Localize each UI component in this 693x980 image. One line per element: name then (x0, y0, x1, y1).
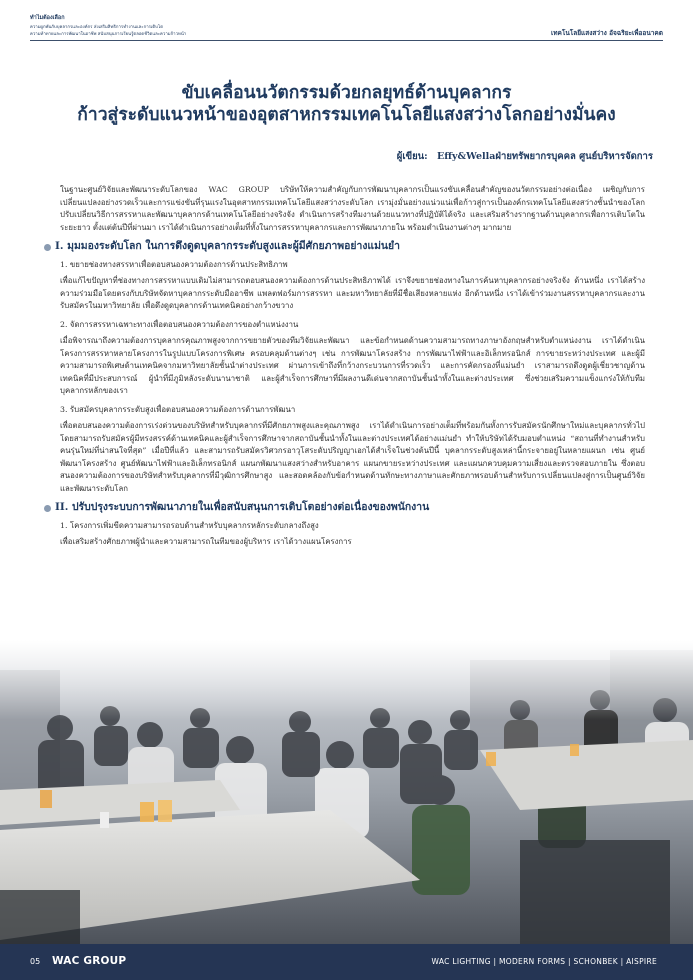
author-line (397, 149, 653, 164)
footer-brands: WAC LIGHTING | MODERN FORMS | SCHONBEK | AISPIRE (431, 957, 657, 966)
section-heading-2 (55, 501, 645, 514)
section-heading-1 (55, 240, 645, 253)
article-title (40, 82, 653, 126)
body-paragraph: เมื่อพิจารณาถึงความต้องการบุคลากรคุณภาพสูงจากการขยายตัวของทีมวิจัยและพัฒนา และข้อกำหนดด้านความสามารถทางภาษาอังกฤษสำหรับตำแหน่งงาน เราได้ดำเนินโครงการสรรหาหลายโครงการในรูปแบบโครงการพิเศษ ครอบคลุมด้านต่างๆ เช่น การพัฒนาโครงสร้าง การพัฒนาไฟฟ้าและอิเล็กทรอนิกส์ การขายระหว่างประเทศ และผู้มีความสามารถพิเศษด้านเทคนิคจากมหาวิทยาลัยชั้นนำต่างประเทศ ผ่านการเข้าถึงที่กว้างกระบวนการที่รวดเร็ว และการคัดกรองที่แม่นยำ เราสามารถดึงดูดผู้เชี่ยวชาญด้านเทคนิคที่มีประสบการณ์ ผู้นำที่มีภูมิหลังระดับนานาชาติ และผู้สำเร็จการศึกษาที่มีผลงานดีเด่นจากสถาบันชั้นนำทั้งในและต่างประเทศ ซึ่งช่วยเสริมความแข็งแกร่งให้กับทีมบุคลากรหลักของเรา (60, 336, 645, 395)
footer-bar (0, 944, 693, 980)
header-left-title: ทำไมต้องเลือก (30, 15, 65, 21)
section-heading-2-text: II. ปรับปรุงระบบการพัฒนาภายในเพื่อสนับสนุนการเติบโตอย่างต่อเนื่องของพนักงาน (55, 501, 430, 513)
author-label: ผู้เขียน: (396, 151, 428, 162)
header-right-title: เทคโนโลยีแสงสว่าง อัจฉริยะเพื่ออนาคต (550, 29, 663, 37)
article-title-line-2: ก้าวสู่ระดับแนวหน้าของอุตสาหกรรมเทคโนโลยีแสงสว่างโลกอย่างมั่นคง (77, 105, 616, 125)
body-paragraph: เพื่อเสริมสร้างศักยภาพผู้นำและความสามารถในทีมของผู้บริหาร เราได้วางแผนโครงการ (60, 537, 352, 546)
article-body (55, 184, 645, 555)
section-heading-1-text: I. มุมมองระดับโลก ในการดึงดูดบุคลากรระดับสูงและผู้มีศักยภาพอย่างแม่นยำ (55, 240, 400, 252)
body-paragraph: เพื่อตอบสนองความต้องการเร่งด่วนของบริษัทสำหรับบุคลากรที่มีศักยภาพสูงและคุณภาพสูง เราได้ดำเนินการอย่างเต็มที่พร้อมกันทั้งการรับสมัครนักศึกษาใหม่และบุคลากรทั่วไป โดยสามารถรับสมัครผู้มีทรงสรรค์ด้านเทคนิคและผู้สำเร็จการศึกษาจากสถาบันชั้นนำทั้งในและต่างประเทศได้อย่างแม่นยำ ทำให้บริษัทได้รับมอบตำแหน่ง “สถานที่ทำงานสำหรับคนรุ่นใหม่ที่น่าสนใจที่สุด” เมื่อปีที่แล้ว และสามารถรับสมัครวิศวกรอาวุโสระดับปริญญาเอกได้สำเร็จในช่วงต้นปีนี้ บุคลากรระดับสูงเหล่านี้กระจายอยู่ในหลายแผนก เช่น ศูนย์พัฒนาโครงสร้าง ศูนย์พัฒนาไฟฟ้าและอิเล็กทรอนิกส์ แผนกพัฒนาแสงสว่างสำหรับอาคาร แผนกขายระหว่างประเทศ และแผนกควบคุมความเสี่ยงและตรวจสอบภายใน ซึ่งตอบสนองความต้องการของบริษัทสำหรับบุคลากรที่มีวุฒิการศึกษาสูง และสอดคล้องกับข้อกำหนดด้านทักษะทางภาษาและศักยภาพรอบด้านสำหรับการเปลี่ยนแปลงสู่การเป็นศูนย์วิจัยและพัฒนาระดับโลก (60, 421, 645, 493)
intro-paragraph: ในฐานะศูนย์วิจัยและพัฒนาระดับโลกของ WAC GROUP บริษัทให้ความสำคัญกับการพัฒนาบุคลากรเป็นแรงขับเคลื่อนสำคัญของนวัตกรรมอย่างต่อเนื่อง เผชิญกับการเปลี่ยนแปลงอย่างรวดเร็วและการแข่งขันที่รุนแรงในอุตสาหกรรมเทคโนโลยีแสงสว่างระดับโลก เรามุ่งมั่นอย่างแน่วแน่เพื่อก้าวสู่การเป็นองค์กรเทคโนโลยีแสงสว่างชั้นนำของโลก ปรับเปลี่ยนวิธีการสรรหาและพัฒนาบุคลากรด้านเทคโนโลยีอย่างจริงจัง ดำเนินการสร้างทีมงานด้วยแนวทางที่ปฏิบัติได้จริง และเสริมสร้างรากฐานด้านบุคลากรเพื่อการเติบโตในระยะยาว ตั้งแต่ต้นปีที่ผ่านมา เราได้ดำเนินการอย่างเต็มที่ทั้งในการสรรหาบุคลากรและการพัฒนาภายใน พร้อมดำเนินงานต่างๆ มากมาย (60, 185, 645, 232)
article-title-line-1: ขับเคลื่อนนวัตกรรมด้วยกลยุทธ์ด้านบุคลากร (181, 83, 512, 103)
subheading: 1. โครงการเพิ่มขีดความสามารถรอบด้านสำหรับบุคลากรหลักระดับกลางถึงสูง (60, 520, 319, 530)
page-number: 05 (30, 957, 41, 966)
footer-logo: WAC GROUP (52, 955, 127, 967)
header-left-line: ความผูกพันกับบุคลากรและองค์กร ส่งเสริมสิทธิการทำงานและการเติบโต (30, 25, 164, 30)
body-paragraph: เพื่อแก้ไขปัญหาที่ช่องทางการสรรหาแบบเดิมไม่สามารถตอบสนองความต้องการด้านประสิทธิภาพได้ เราจึงขยายช่องทางในการค้นหาบุคลากรอย่างจริงจัง ด้านหนึ่ง เราได้สร้างความร่วมมือโดยตรงกับบริษัทจัดหาบุคลากรระดับมืออาชีพ แพลตฟอร์มการสรรหา และมหาวิทยาลัยที่มีชื่อเสียงหลายแห่ง อีกด้านหนึ่ง เราได้เข้าร่วมงานสรรหาบุคลากรและงานรับสมัครในมหาวิทยาลัย เพื่อดึงดูดบุคลากรด้านเทคนิคอย่างกว้างขวาง (60, 276, 645, 310)
subheading: 2. จัดการสรรหาเฉพาะทางเพื่อตอบสนองความต้องการของตำแหน่งงาน (60, 319, 299, 329)
subheading: 3. รับสมัครบุคลากรระดับสูงเพื่อตอบสนองความต้องการด้านการพัฒนา (60, 404, 296, 414)
training-session-photo (0, 640, 693, 944)
photo-fade-overlay (0, 640, 693, 720)
header-left-line: ความท้าทายและการพัฒนาในอาชีพ สนับสนุนการเรียนรู้ตลอดชีวิตและความก้าวหน้า (30, 32, 187, 37)
author-name: Effy&Wellaฝ่ายทรัพยากรบุคคล ศูนย์บริหารจัดการ (436, 151, 653, 162)
header-divider (30, 40, 663, 41)
header-left-block (30, 14, 290, 38)
bullet-dot-icon (44, 244, 51, 251)
bullet-dot-icon (44, 505, 51, 512)
subheading: 1. ขยายช่องทางสรรหาเพื่อตอบสนองความต้องการด้านประสิทธิภาพ (60, 259, 288, 269)
